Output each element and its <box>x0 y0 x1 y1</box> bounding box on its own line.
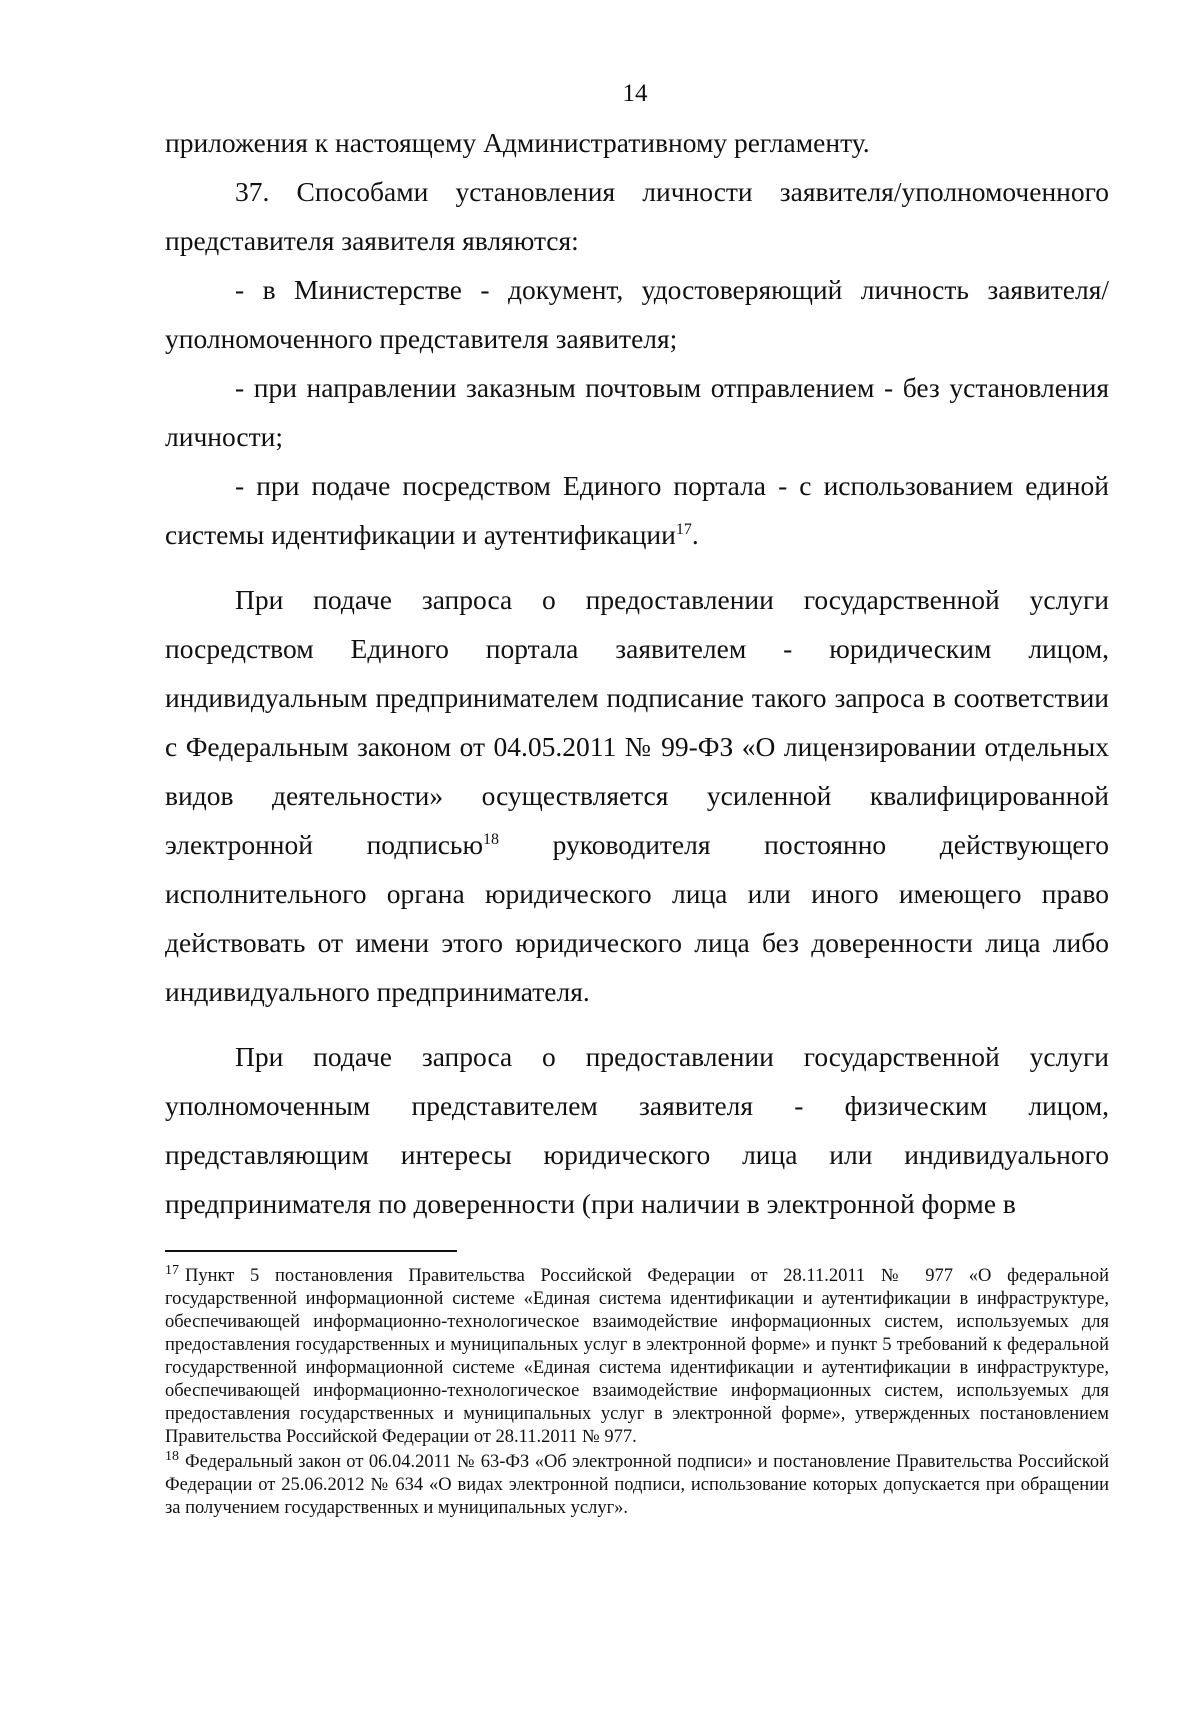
paragraph-legal-entity-signature: При подаче запроса о предоставлении государственной услуги посредством Единого портала заявителем - юридическим лицом, индивидуальным предпринимателем подписание такого запроса в соответствии с Федеральным законом от 04.05.2011 № 99-ФЗ «О лицензировании отдельных видов деятельности» осуществляется усиленной квалифицированной электронной подписью$^{18}$ руководителя постоянно действующего исполнительного органа юридического лица или иного имеющего право действовать от имени этого юридического лица без доверенности лица либо индивидуального предпринимателя. <box>165 584 1109 1007</box>
paragraph-37: 37. Способами установления личности заявителя/уполномоченного представителя заявителя являются: <box>165 176 1109 256</box>
list-item-mail: - при направлении заказным почтовым отправлением - без установления личности; <box>165 372 1109 452</box>
page-number: 14 <box>622 80 648 107</box>
paragraph-continuation: приложения к настоящему Административному регламенту. <box>165 127 870 158</box>
footnote-17 <box>165 1262 1109 1449</box>
footnote-18 <box>165 1448 1109 1520</box>
main-text <box>165 118 1109 1228</box>
footnote-separator <box>165 1250 457 1252</box>
footnotes <box>165 1262 1109 1522</box>
list-item-ministry: - в Министерстве - документ, удостоверяющий личность заявителя/уполномоченного представителя заявителя; <box>165 274 1109 354</box>
footnote-number: 17 <box>165 1262 179 1278</box>
paragraph-representative: При подаче запроса о предоставлении государственной услуги уполномоченным представителем заявителя - физическим лицом, представляющим интересы юридического лица или индивидуального предпринимателя по доверенности (при наличии в электронной форме в <box>165 1041 1109 1219</box>
footnote-number: 18 <box>165 1448 179 1464</box>
footnote-text: Федеральный закон от 06.04.2011 № 63-ФЗ «Об электронной подписи» и постановление Правительства Российской Федерации от 25.06.2012 № 634 «О видах электронной подписи, использование которых допускается при обращении за получением государственных и муниципальных услуг». <box>165 1452 1109 1518</box>
footnote-ref-17[interactable]: 17 <box>675 520 692 538</box>
footnote-ref-18[interactable]: 18 <box>482 830 499 848</box>
footnote-text: Пункт 5 постановления Правительства Российской Федерации от 28.11.2011 № 977 «О федеральной государственной информационной системе «Единая система идентификации и аутентификации в инфраструктуре, обеспечивающей информационно-технологическое взаимодействие информационных систем, используемых для предоставления государственных и муниципальных услуг в электронной форме» и пункт 5 требований к федеральной государственной информационной системе «Единая система идентификации и аутентификации в инфраструктуре, обеспечивающей информационно-технологическое взаимодействие информационных систем, используемых для предоставления государственных и муниципальных услуг в электронной форме», утвержденных постановлением Правительства Российской Федерации от 28.11.2011 № 977. <box>165 1266 1109 1447</box>
list-item-portal: - при подаче посредством Единого портала - с использованием единой системы идентификации и аутентификации$^{17}$. <box>165 470 1109 550</box>
